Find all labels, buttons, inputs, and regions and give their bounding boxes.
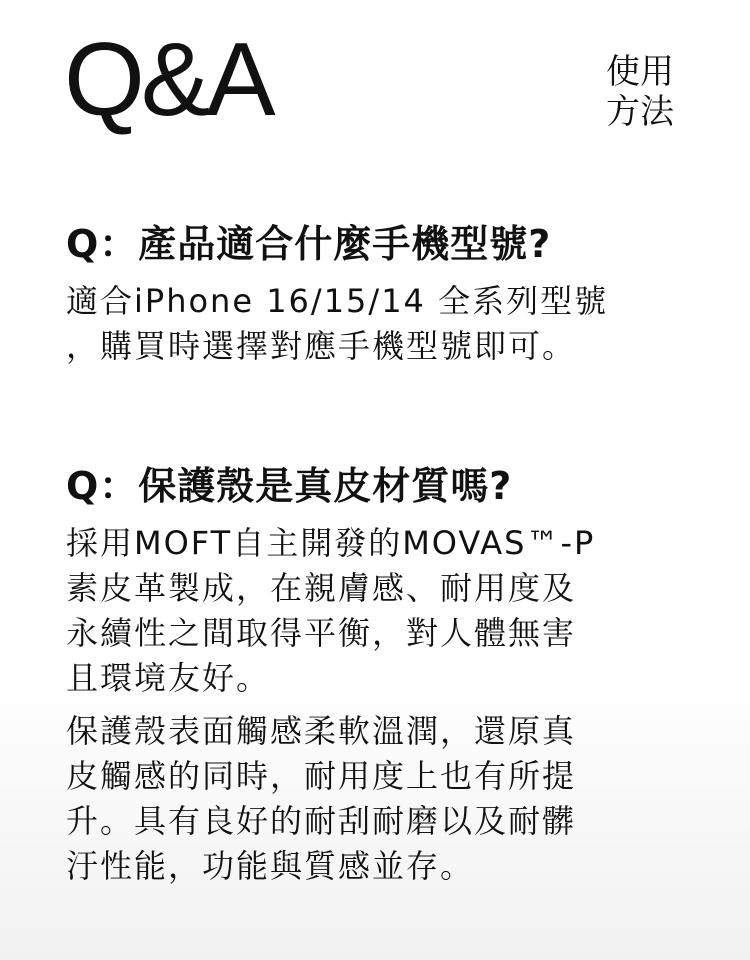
- question-phone-models: Q：產品適合什麼手機型號?: [66, 222, 552, 266]
- usage-note-line-2: 方法: [606, 92, 674, 132]
- answer-line: 素皮革製成，在親膚感、耐用度及: [66, 569, 577, 607]
- question-leather-material: Q：保護殼是真皮材質嗎?: [66, 464, 513, 508]
- answer-paragraph-material: [66, 521, 686, 701]
- answer-line: 永續性之間取得平衡，對人體無害: [66, 614, 577, 652]
- answer-line: 升。具有良好的耐刮耐磨以及耐髒: [66, 802, 577, 840]
- answer-line: ，購買時選擇對應手機型號即可。: [66, 327, 577, 365]
- page-title: Q&A: [64, 22, 272, 138]
- qa-item-leather-material: [66, 462, 686, 889]
- usage-note: [606, 52, 678, 132]
- answer-line: 皮觸感的同時，耐用度上也有所提: [66, 757, 577, 795]
- answer-line: 保護殼表面觸感柔軟溫潤，還原真: [66, 712, 577, 750]
- qa-item-phone-models: [66, 220, 686, 369]
- answer-leather-material: [66, 521, 686, 889]
- answer-phone-models: [66, 279, 686, 369]
- answer-line: 採用MOFT自主開發的MOVAS™-P: [66, 524, 596, 562]
- answer-line: 適合iPhone 16/15/14 全系列型號: [66, 282, 609, 320]
- answer-line: 汙性能，功能與質感並存。: [66, 847, 475, 885]
- answer-line: 且環境友好。: [66, 659, 271, 697]
- usage-note-line-1: 使用: [606, 52, 674, 92]
- answer-paragraph-texture: [66, 709, 686, 889]
